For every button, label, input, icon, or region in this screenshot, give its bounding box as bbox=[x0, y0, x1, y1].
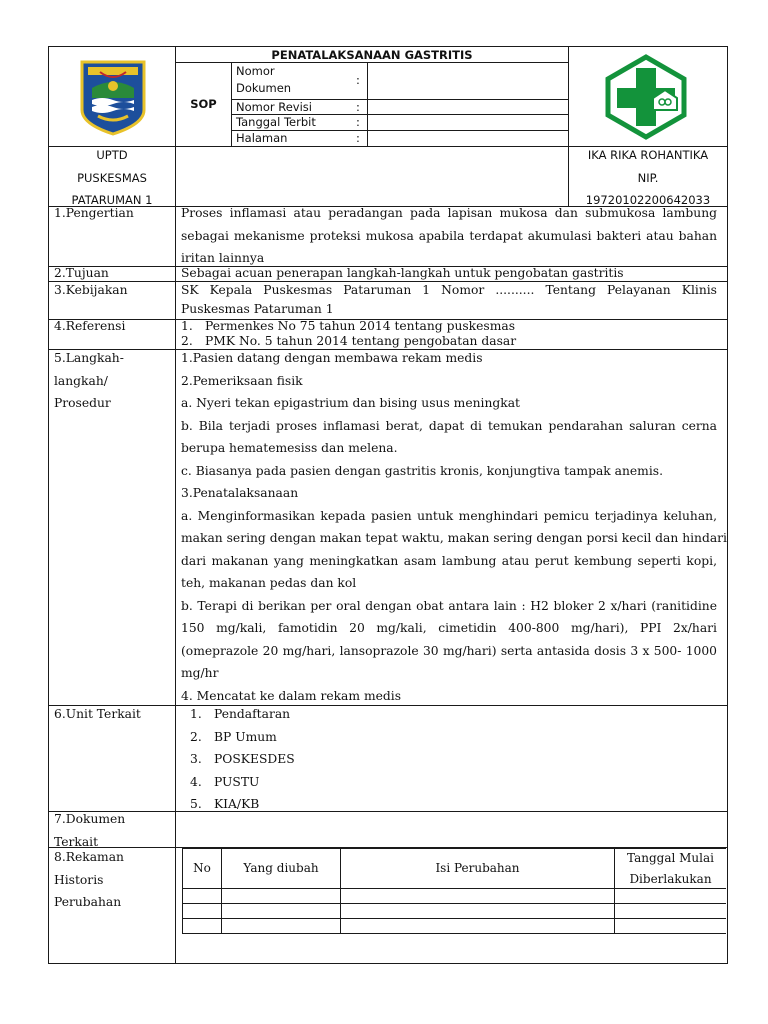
procedure-line: 1.Pasien datang dengan membawa rekam medis bbox=[181, 351, 483, 365]
rekaman-label-line-1: 8.Rekaman bbox=[54, 850, 124, 864]
referensi-item bbox=[181, 319, 516, 334]
history-table-row-line bbox=[182, 903, 726, 904]
signer-name: IKA RIKA ROHANTIKA bbox=[587, 148, 709, 162]
regional-government-emblem-icon bbox=[78, 58, 148, 136]
procedure-line: a. Nyeri tekan epigastrium dan bising usus meningkat bbox=[181, 396, 520, 410]
section-label-rekaman bbox=[54, 846, 124, 914]
langkah-label-line-3: Prosedur bbox=[54, 396, 111, 410]
unit-item bbox=[190, 703, 295, 726]
dokumen-label-line-2: Terkait bbox=[54, 834, 99, 849]
section-body-unit-terkait bbox=[190, 703, 295, 816]
unit-item bbox=[190, 793, 295, 816]
unit-item-text: BP Umum bbox=[214, 729, 277, 744]
meta-label-nomor-revisi: Nomor Revisi bbox=[236, 100, 312, 114]
unit-item-text: KIA/KB bbox=[214, 797, 260, 811]
document-title: PENATALAKSANAAN GASTRITIS bbox=[271, 48, 473, 62]
referensi-item-num: 2. bbox=[181, 334, 193, 348]
frame-bottom bbox=[48, 963, 728, 964]
unit-item-num: 1. bbox=[190, 707, 202, 721]
referensi-item-text: Permenkes No 75 tahun 2014 tentang puskesmas bbox=[205, 319, 516, 333]
section-body-kebijakan bbox=[181, 281, 717, 319]
dokumen-label-line-1: 7.Dokumen bbox=[54, 812, 126, 826]
meta-colon-tanggal-terbit: : bbox=[356, 115, 360, 129]
section-label-tujuan: 2.Tujuan bbox=[54, 266, 109, 280]
history-header-tanggal-line-2: Diberlakukan bbox=[629, 872, 712, 886]
unit-item-text: PUSTU bbox=[214, 774, 260, 789]
frame-top bbox=[48, 46, 728, 47]
section-label-referensi: 4.Referensi bbox=[54, 319, 126, 333]
meta-label-nomor: Nomor bbox=[236, 64, 275, 78]
procedure-line: 2.Pemeriksaan fisik bbox=[181, 373, 303, 388]
unit-item bbox=[190, 771, 295, 794]
title-row-line bbox=[175, 62, 569, 63]
referensi-item-text: PMK No. 5 tahun 2014 tentang pengobatan dasar bbox=[205, 334, 517, 348]
procedure-line: 150 mg/kali, famotidin 20 mg/kali, cimetidin 400-800 mg/hari), PPI 2x/hari bbox=[181, 621, 717, 635]
row-line-unit bbox=[48, 811, 728, 812]
meta-label-dokumen: Dokumen bbox=[236, 81, 292, 95]
procedure-line: dari makanan yang meningkatkan asam lambung atau perut kembung seperti kopi, bbox=[181, 553, 717, 568]
unit-item bbox=[190, 726, 295, 749]
history-header-no: No bbox=[193, 861, 211, 875]
section-body-tujuan: Sebagai acuan penerapan langkah-langkah untuk pengobatan gastritis bbox=[181, 266, 624, 280]
org-line-puskesmas: PUSKESMAS bbox=[77, 170, 147, 185]
signer-nip: 19720102200642033 bbox=[585, 193, 711, 207]
unit-item-text: POSKESDES bbox=[214, 752, 295, 766]
meta-label-tanggal-terbit: Tanggal Terbit bbox=[236, 115, 316, 129]
procedure-line: berupa hematemesiss dan melena. bbox=[181, 441, 398, 455]
header-divider-left bbox=[175, 46, 176, 964]
procedure-line: (omeprazole 20 mg/hari, lansoprazole 30 mg/hari) serta antasida dosis 3 x 500- 1000 bbox=[181, 643, 717, 658]
change-history-table bbox=[182, 848, 726, 934]
meta-col-line bbox=[367, 62, 368, 146]
history-table-row-line bbox=[182, 918, 726, 919]
procedure-line: teh, makanan pedas dan kol bbox=[181, 576, 357, 590]
pengertian-line-2: sebagai mekanisme proteksi mukosa apabila terdapat akumulasi bakteri atau bahan bbox=[181, 228, 717, 243]
org-line-uptd: UPTD bbox=[96, 148, 128, 162]
section-body-pengertian bbox=[181, 202, 717, 270]
puskesmas-green-cross-logo-icon bbox=[603, 54, 689, 140]
history-header-tanggal bbox=[615, 848, 726, 890]
procedure-line: c. Biasanya pada pasien dengan gastritis kronis, konjungtiva tampak anemis. bbox=[181, 463, 663, 478]
procedure-line: 3.Penatalaksanaan bbox=[181, 486, 299, 500]
unit-item-num: 2. bbox=[190, 729, 202, 744]
meta-label-nomor-dokumen bbox=[236, 63, 356, 97]
langkah-label-line-1: 5.Langkah- bbox=[54, 351, 124, 365]
history-table-bottom bbox=[182, 933, 726, 934]
kebijakan-line-2: Puskesmas Pataruman 1 bbox=[181, 302, 334, 316]
unit-item-text: Pendaftaran bbox=[214, 707, 291, 721]
meta-colon-nomor-dokumen: : bbox=[356, 73, 360, 87]
org-line-pataruman: PATARUMAN 1 bbox=[71, 193, 153, 207]
section-body-referensi bbox=[181, 319, 516, 349]
procedure-line: b. Terapi di berikan per oral dengan obat antara lain : H2 bloker 2 x/hari (ranitidine bbox=[181, 598, 717, 613]
section-label-pengertian: 1.Pengertian bbox=[54, 206, 134, 220]
unit-item-num: 3. bbox=[190, 752, 202, 766]
unit-item-num: 5. bbox=[190, 797, 202, 811]
rekaman-label-line-3: Perubahan bbox=[54, 895, 122, 909]
unit-item-num: 4. bbox=[190, 774, 202, 789]
section-label-kebijakan: 3.Kebijakan bbox=[54, 283, 128, 297]
kebijakan-line-1: SK Kepala Puskesmas Pataruman 1 Nomor .......... Tentang Pelayanan Klinis bbox=[181, 283, 717, 297]
procedure-line: b. Bila terjadi proses inflamasi berat, dapat di temukan pendarahan saluran cerna bbox=[181, 418, 717, 433]
sop-label: SOP bbox=[190, 97, 217, 111]
history-header-yang-diubah: Yang diubah bbox=[243, 861, 319, 875]
rekaman-label-line-2: Historis bbox=[54, 872, 104, 887]
unit-item bbox=[190, 748, 295, 771]
meta-label-halaman: Halaman bbox=[236, 131, 288, 145]
procedure-line: a. Menginformasikan kepada pasien untuk menghindari pemicu terjadinya keluhan, bbox=[181, 508, 717, 523]
section-label-langkah bbox=[54, 347, 124, 415]
pengertian-line-1: Proses inflamasi atau peradangan pada lapisan mukosa dan submukosa lambung bbox=[181, 206, 717, 220]
puskesmas-logo bbox=[603, 54, 689, 140]
procedure-line: 4. Mencatat ke dalam rekam medis bbox=[181, 688, 402, 703]
history-header-tanggal-line-1: Tanggal Mulai bbox=[627, 851, 714, 865]
meta-colon-nomor-revisi: : bbox=[356, 100, 360, 114]
pengertian-line-3: iritan lainnya bbox=[181, 251, 265, 265]
frame-right bbox=[727, 46, 728, 964]
sop-col-line bbox=[231, 62, 232, 146]
procedure-line: makan sering dengan makan tepat waktu, makan sering dengan porsi kecil dan hindari bbox=[181, 531, 727, 545]
history-header-isi-perubahan: Isi Perubahan bbox=[435, 861, 520, 875]
procedure-line: mg/hr bbox=[181, 666, 219, 680]
referensi-item-num: 1. bbox=[181, 319, 193, 333]
section-body-langkah bbox=[181, 347, 727, 707]
section-label-unit-terkait: 6.Unit Terkait bbox=[54, 707, 141, 721]
regional-emblem-logo bbox=[78, 58, 148, 136]
signer-nip-label: NIP. bbox=[637, 170, 659, 185]
langkah-label-line-2: langkah/ bbox=[54, 373, 108, 388]
meta-colon-halaman: : bbox=[356, 131, 360, 145]
